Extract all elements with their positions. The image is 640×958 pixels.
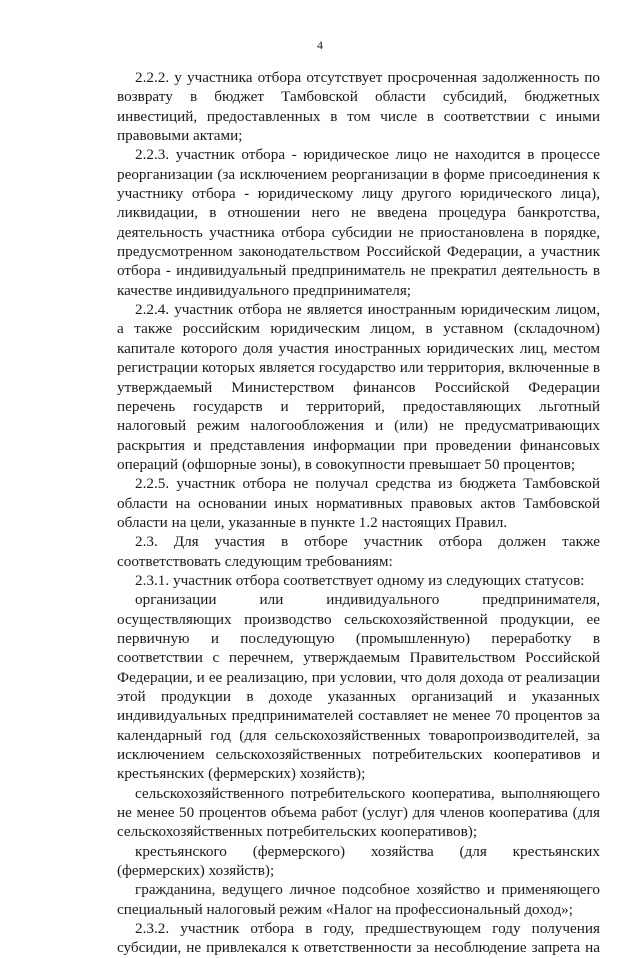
paragraph-2-2-3: 2.2.3. участник отбора - юридическое лицо не находится в процессе реорганизации (за исключением реорганизации в форме присоединения к участнику отбора - юридическому лицу другого юридического лица), ликвидации, в отношении него не введена процедура банкротства, деятельность участника отбора субсидии не приостановлена в порядке, предусмотренном законодательством Российской Федерации, а участник отбора - индивидуальный предприниматель не прекратил деятельность в качестве индивидуального предпринимателя; bbox=[117, 146, 600, 299]
status-farm: крестьянского (фермерского) хозяйства (для крестьянских (фермерских) хозяйств); bbox=[117, 842, 600, 880]
paragraph-2-3: 2.3. Для участия в отборе участник отбора должен также соответствовать следующим требованиям: bbox=[117, 533, 600, 570]
document-body bbox=[117, 68, 600, 958]
paragraph-2-2-4: 2.2.4. участник отбора не является иностранным юридическим лицом, а также российским юридическим лицом, в уставном (складочном) капитале которого доля участия иностранных юридических лиц, местом регистрации которых является государство или территория, включенные в утверждаемый Министерством финансов Российской Федерации перечень государств и территорий, предоставляющих льготный налоговый режим налогообложения и (или) не предусматривающих раскрытия и представления информации при проведении финансовых операций (офшорные зоны), в совокупности превышает 50 процентов; bbox=[117, 301, 600, 473]
status-cooperative: сельскохозяйственного потребительского кооператива, выполняющего не менее 50 процентов объема работ (услуг) для членов кооператива (для сельскохозяйственных потребительских кооперативов); bbox=[117, 784, 600, 841]
page-number: 4 bbox=[317, 38, 323, 52]
status-organization: организации или индивидуального предпринимателя, осуществляющих производство сельскохозяйственной продукции, ее первичную и последующую (промышленную) переработку в соответствии с перечнем, утверждаемым Правительством Российской Федерации, и ее реализацию, при условии, что доля дохода от реализации этой продукции в доходе указанных организаций и указанных индивидуальных предпринимателей составляет не менее 70 процентов за календарный год (для сельскохозяйственных товаропроизводителей, за исключением сельскохозяйственных потребительских кооперативов и крестьянских (фермерских) хозяйств); bbox=[117, 591, 600, 783]
paragraph-2-2-5: 2.2.5. участник отбора не получал средства из бюджета Тамбовской области на основании иных нормативных правовых актов Тамбовской области на цели, указанные в пункте 1.2 настоящих Правил. bbox=[117, 475, 600, 531]
paragraph-2-2-2: 2.2.2. у участника отбора отсутствует просроченная задолженность по возврату в бюджет Тамбовской области субсидий, бюджетных инвестиций, предоставленных в том числе в соответствии с иными правовыми актами; bbox=[117, 69, 600, 145]
status-citizen: гражданина, ведущего личное подсобное хозяйство и применяющего специальный налоговый режим «Налог на профессиональный доход»; bbox=[117, 881, 600, 918]
paragraph-2-3-2: 2.3.2. участник отбора в году, предшествующем году получения субсидии, не привлекался к ответственности за несоблюдение запрета на bbox=[117, 920, 600, 957]
paragraph-2-3-1: 2.3.1. участник отбора соответствует одному из следующих статусов: bbox=[135, 571, 585, 589]
